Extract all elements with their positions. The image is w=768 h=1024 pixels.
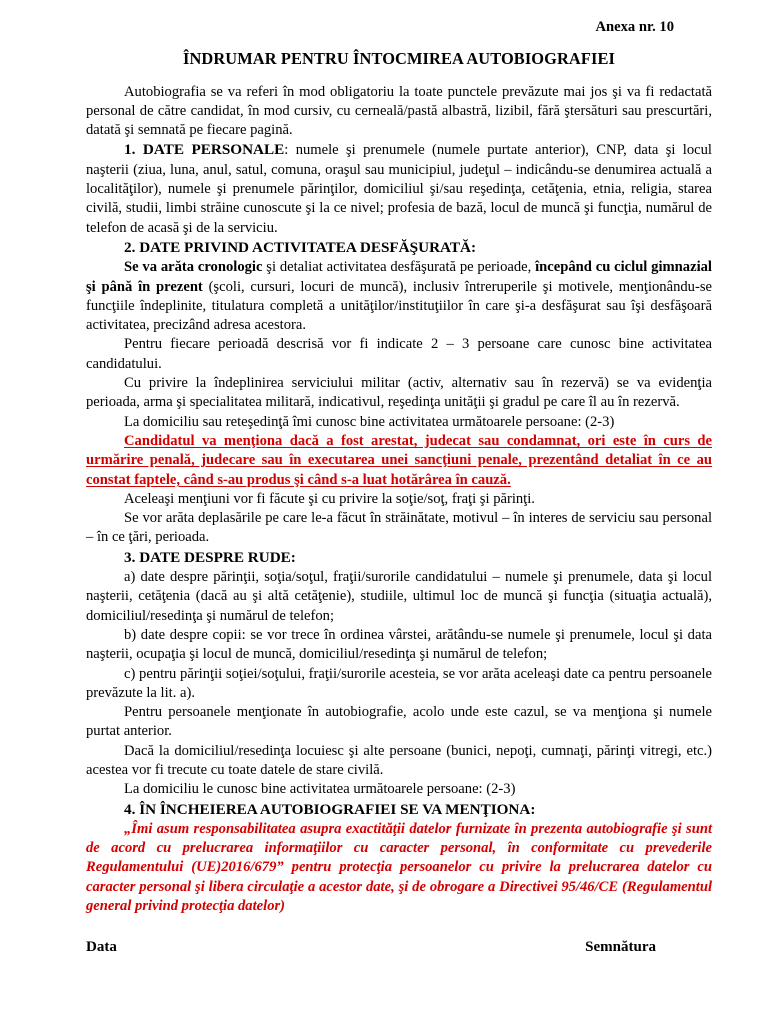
intro-paragraph: Autobiografia se va referi în mod obligatoriu la toate punctele prevăzute mai jos şi va fi redactată personal de către candidat, în mod cursiv, cu cerneală/pastă albastră, lizibil, fără ştersături sau prescurtări, datată şi semnată pe fiecare pagină. [86, 83, 712, 139]
section-4-heading [86, 800, 712, 820]
gdpr-statement [86, 820, 712, 916]
section-1-text: : numele şi prenumele (numele purtate anterior), CNP, data şi locul naşterii (ziua, luna, anul, satul, comuna, oraşul sau municipiul, judeţul – indicându-se denumirea actuală a localităţilor), numele şi prenumele părinţilor, domiciliul şi/sau reşedinţa, cetăţenia, etnia, religia, starea civilă, studii, limbi străine cunoscute şi la ce nivel; profesia de bază, locul de muncă şi funcţia, numărul de telefon de acasă şi de la serviciu. [86, 142, 712, 236]
section-3-item-a: a) date despre părinţii, soţia/soţul, fraţii/surorile candidatului – numele şi prenumele, data şi locul naşterii, cetăţenia (dacă au şi altă cetăţenie), studiile, ultimul loc de muncă şi funcţia (situaţia actuală), domiciliul/resedinţa şi numărul de telefon; [86, 569, 712, 624]
section-4-title: 4. ÎN ÎNCHEIEREA AUTOBIOGRAFIEI SE VA MENŢIONA: [124, 800, 536, 818]
section-2-paragraph-1 [86, 258, 712, 335]
section-2-heading [86, 238, 712, 258]
section-2-paragraph-6: Aceleaşi menţiuni vor fi făcute şi cu privire la soţie/soţ, fraţi şi părinţi. [124, 490, 535, 507]
section-2-paragraph-4: La domiciliu sau reteşedinţă îmi cunosc bine activitatea următoarele persoane: (2-3) [124, 413, 615, 430]
criminal-record-notice: Candidatul va menţiona dacă a fost arestat, judecat sau condamnat, ori este în curs de urmărire penală, judecare sau în executarea unei sancţiuni penale, prezentând detaliat în ce au constat faptele, când s-au produs şi când s-a luat hotărârea în cauză. [86, 432, 712, 488]
section-3-item-b: b) date despre copii: se vor trece în ordinea vârstei, arătându-se numele şi prenumele, locul şi data naşterii, ocupaţia şi locul de muncă, domiciliul/resedinţa şi numărul de telefon; [86, 626, 712, 663]
document-title: ÎNDRUMAR PENTRU ÎNTOCMIREA AUTOBIOGRAFIEI [183, 49, 615, 69]
signature-footer [86, 938, 712, 957]
section-2-text-1: şi detaliat activitatea desfăşurată pe perioade, [262, 259, 536, 276]
section-3-paragraph-2: Dacă la domiciliul/resedinţa locuiesc şi alte persoane (bunici, nepoţi, cumnaţi, părinţi vitregi, etc.) acestea vor fi trecute cu toate datele de stare civilă. [86, 742, 712, 778]
gdpr-statement-part-2: ” pentru protecţia persoanelor cu privire la prelucrarea datelor cu caracter personal şi libera circulaţie a acestor date, şi de obrogare a Directivei 95/46/CE (Regulamentul general privind protecţia datelor) [86, 859, 712, 915]
annex-number: Anexa nr. 10 [595, 19, 674, 35]
section-2-paragraph-3: Cu privire la îndeplinirea serviciului militar (activ, alternativ sau în rezervă) se va evidenţia perioada, arma şi specialitatea militară, indicativul, reşedinţa unităţii şi gradul pe care îl au în rezervă. [86, 375, 712, 411]
section-1-title: 1. DATE PERSONALE [124, 141, 285, 159]
section-3-title: 3. DATE DESPRE RUDE: [124, 548, 296, 566]
period-note: începând cu ciclul gimnazial şi până în prezent [86, 259, 712, 295]
section-2-text-2: (şcoli, cursuri, locuri de muncă), inclusiv întreruperile şi motivele, menţionându-se funcţiile îndeplinite, titulatura completă a unităţilor/instituţiilor în care şi-a desfăşurat sau îşi desfăşoară activitatea, precizând adresa acestora. [86, 278, 712, 334]
section-personal-data [86, 140, 712, 237]
section-2-paragraph-7: Se vor arăta deplasările pe care le-a făcut în străinătate, motivul – în interes de serviciu sau personal – în ce ţări, perioada. [86, 510, 712, 546]
section-3-item-c: c) pentru părinţii soţiei/soţului, fraţii/surorile acesteia, se vor arăta aceleaşi date ca pentru persoanele prevăzute la lit. a). [86, 665, 712, 701]
signature-label: Semnătura [585, 939, 656, 956]
section-3-paragraph-1: Pentru persoanele menţionate în autobiografie, acolo unde este cazul, se va menţiona şi numele purtat anterior. [86, 704, 712, 740]
chronological-note: Se va arăta cronologic [124, 259, 263, 276]
section-3-heading [86, 548, 712, 568]
section-2-paragraph-2: Pentru fiecare perioadă descrisă vor fi indicate 2 – 3 persoane care cunosc bine activitatea candidatului. [86, 336, 712, 372]
gdpr-statement-part-1: „Îmi asum responsabilitatea asupra exactităţii datelor furnizate în prezenta autobiografie şi sunt de acord cu prelucrarea informaţiilor cu caracter personal, în conformitate cu prevederile [86, 820, 712, 857]
section-2-title: 2. DATE PRIVIND ACTIVITATEA DESFĂŞURATĂ: [124, 238, 477, 256]
regulation-reference: Regulamentului (UE)2016/679 [86, 859, 277, 876]
date-label: Data [86, 939, 117, 956]
section-3-paragraph-3: La domiciliu le cunosc bine activitatea următoarele persoane: (2-3) [124, 781, 516, 798]
